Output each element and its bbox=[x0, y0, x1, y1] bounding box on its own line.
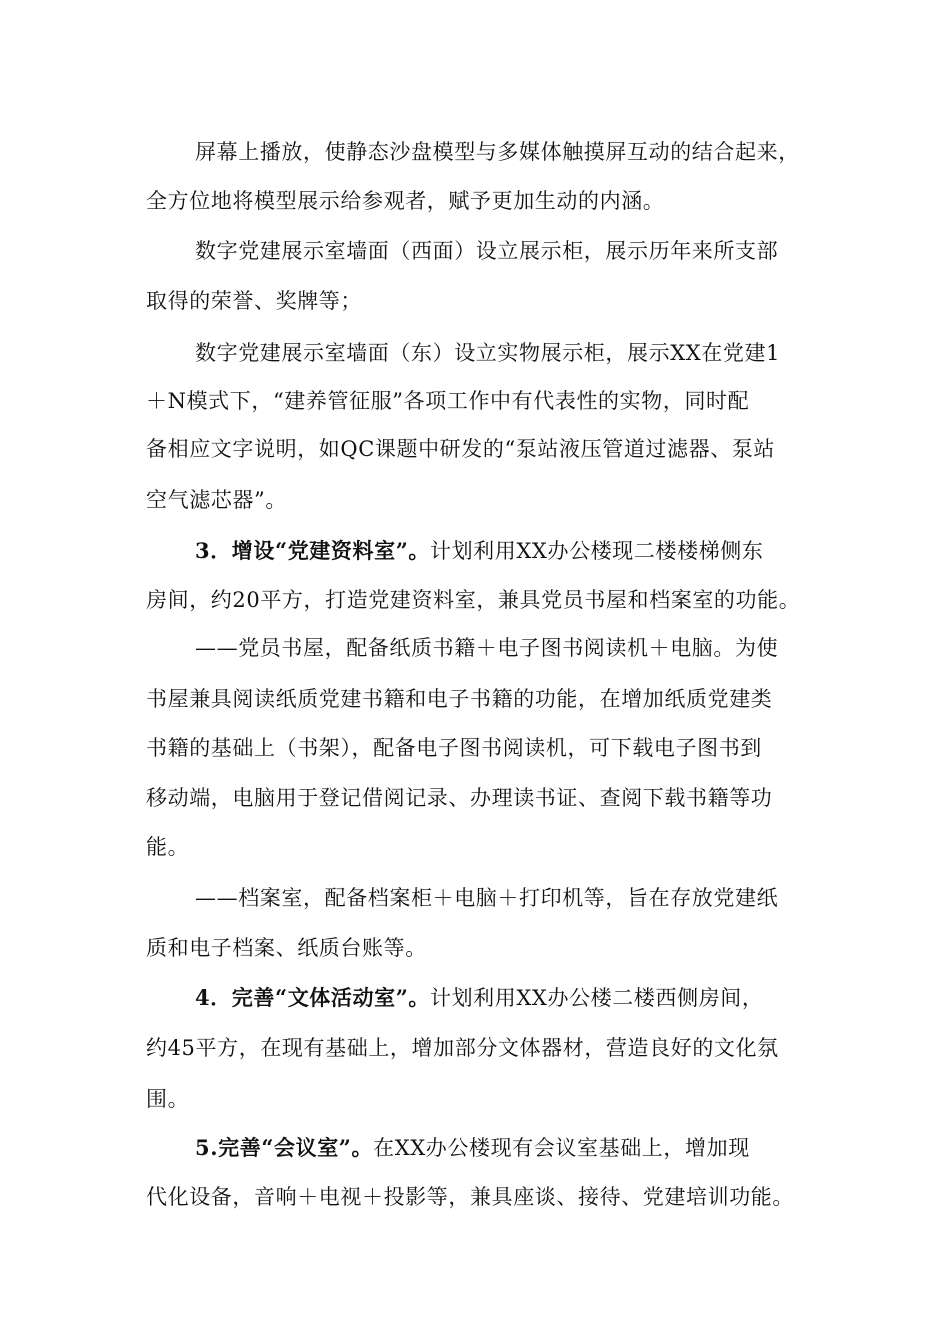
paragraph-line: 代化设备，音响＋电视＋投影等，兼具座谈、接待、党建培训功能。 bbox=[146, 1185, 794, 1209]
section-5-text: 在XX办公楼现有会议室基础上，增加现 bbox=[373, 1136, 750, 1160]
paragraph-line: 房间，约20平方，打造党建资料室，兼具党员书屋和档案室的功能。 bbox=[146, 588, 801, 612]
section-4-text: 计划利用XX办公楼二楼西侧房间， bbox=[429, 986, 764, 1010]
paragraph-line: 取得的荣誉、奖牌等； bbox=[146, 289, 362, 313]
section-5-line bbox=[195, 1133, 750, 1163]
paragraph-line: 移动端，电脑用于登记借阅记录、办理读书证、查阅下载书籍等功 bbox=[146, 786, 773, 810]
section-5-heading: 5.完善“会议室”。 bbox=[195, 1135, 374, 1160]
paragraph-line: 全方位地将模型展示给参观者，赋予更加生动的内涵。 bbox=[146, 189, 665, 213]
paragraph-line: 书屋兼具阅读纸质党建书籍和电子书籍的功能，在增加纸质党建类 bbox=[146, 687, 773, 711]
paragraph-line: ——档案室，配备档案柜＋电脑＋打印机等，旨在存放党建纸 bbox=[195, 886, 779, 910]
section-4-heading: 4．完善“文体活动室”。 bbox=[195, 985, 430, 1010]
paragraph-line: 能。 bbox=[146, 835, 190, 859]
paragraph-line: 围。 bbox=[146, 1087, 190, 1111]
paragraph-line: 数字党建展示室墙面（西面）设立展示柜，展示历年来所支部 bbox=[195, 239, 779, 263]
paragraph-line: 备相应文字说明，如QC课题中研发的“泵站液压管道过滤器、泵站 bbox=[146, 437, 776, 461]
paragraph-line: 书籍的基础上（书架），配备电子图书阅读机，可下载电子图书到 bbox=[146, 736, 762, 760]
paragraph-line: 屏幕上播放，使静态沙盘模型与多媒体触摸屏互动的结合起来， bbox=[195, 140, 800, 164]
paragraph-line: 空气滤芯器”。 bbox=[146, 488, 287, 512]
section-4-line bbox=[195, 983, 763, 1013]
paragraph-line: 约45平方，在现有基础上，增加部分文体器材，营造良好的文化氛 bbox=[146, 1036, 779, 1060]
section-3-line bbox=[195, 536, 763, 566]
paragraph-line: 质和电子档案、纸质台账等。 bbox=[146, 936, 427, 960]
section-3-heading: 3．增设“党建资料室”。 bbox=[195, 538, 430, 563]
section-3-text: 计划利用XX办公楼现二楼楼梯侧东 bbox=[429, 539, 764, 563]
paragraph-line: 数字党建展示室墙面（东）设立实物展示柜，展示XX在党建1 bbox=[195, 341, 781, 365]
paragraph-line: ＋N模式下，“建养管征服”各项工作中有代表性的实物，同时配 bbox=[146, 389, 750, 413]
paragraph-line: ——党员书屋，配备纸质书籍＋电子图书阅读机＋电脑。为使 bbox=[195, 636, 779, 660]
